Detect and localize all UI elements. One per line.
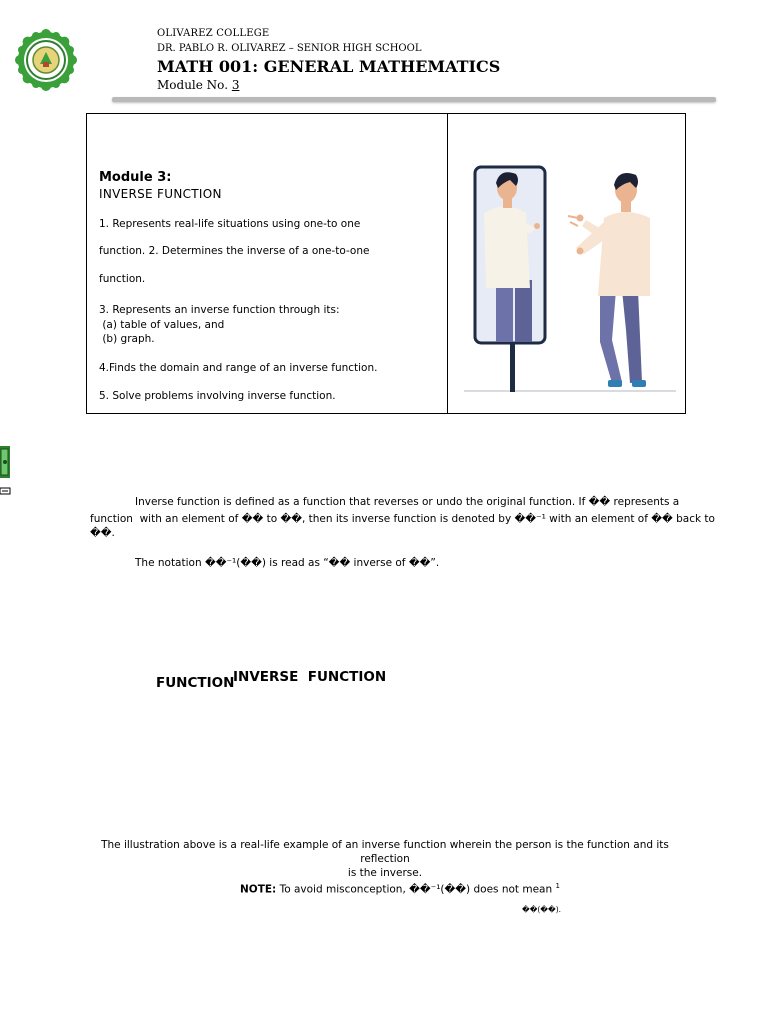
objective-line: 4.Finds the domain and range of an inverse function. [99, 362, 378, 374]
definition-line: function with an element of �� to ��, then its inverse function is denoted by ��⁻¹ with an element of �� back to [90, 513, 715, 525]
objective-line: 5. Solve problems involving inverse function. [99, 390, 336, 402]
objective-line: 3. Represents an inverse function through its: [99, 304, 340, 316]
objectives-box-divider [447, 113, 448, 414]
man-pointing-at-mirror-reflection-illustration [460, 150, 680, 400]
objective-line: function. 2. Determines the inverse of a one-to-one [99, 245, 370, 257]
module-subheading: INVERSE FUNCTION [99, 187, 222, 201]
definition-line: ��. [90, 527, 115, 539]
objective-line: function. [99, 273, 146, 285]
objective-line: 1. Represents real-life situations using one-to one [99, 218, 361, 230]
caption-line: The illustration above is a real-life example of an inverse function wherein the person is the function and its reflection [101, 839, 669, 865]
module-label: Module No. [157, 78, 232, 92]
note-label: NOTE: [240, 883, 277, 896]
inverse-function-label: INVERSE FUNCTION [233, 669, 387, 685]
side-bookmark-icon [0, 446, 12, 478]
caption-line: is the inverse. [347, 867, 423, 879]
definition-line: Inverse function is defined as a function that reverses or undo the original function. If �� represents a [135, 496, 680, 508]
header-divider [112, 97, 716, 102]
objective-line: (a) table of values, and [99, 319, 225, 331]
module-number: 3 [231, 78, 240, 92]
college-seal-icon [14, 28, 78, 92]
illustration-caption [80, 838, 690, 880]
objective-line: (b) graph. [99, 333, 155, 345]
module-number-line [157, 78, 239, 92]
note-superscript: 1 [555, 882, 560, 890]
side-arrow-icon [0, 487, 12, 495]
course-title: MATH 001: GENERAL MATHEMATICS [157, 57, 501, 76]
function-label: FUNCTION [156, 675, 235, 691]
note-text: To avoid misconception, ��⁻¹(��) does not mean [276, 883, 556, 896]
notation-sentence: The notation ��⁻¹(��) is read as “�� inverse of ��”. [135, 557, 440, 569]
department-name: DR. PABLO R. OLIVAREZ – SENIOR HIGH SCHOOL [157, 43, 422, 54]
module-heading: Module 3: [99, 170, 172, 185]
note-denominator: ��(��). [522, 905, 561, 914]
school-name: OLIVAREZ COLLEGE [157, 28, 270, 39]
note-sentence [240, 878, 560, 899]
